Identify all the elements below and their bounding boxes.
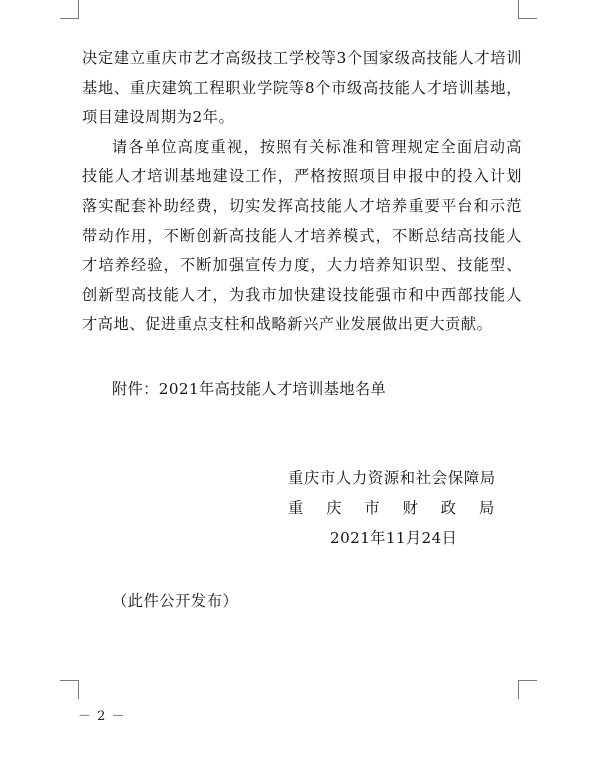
crop-mark-top-left [60,0,79,19]
crop-mark-bottom-left [60,680,79,699]
crop-mark-bottom-right [518,680,537,699]
attachment-line: 附件：2021年高技能人才培训基地名单 [112,380,387,398]
page-number: － 2 － [78,709,126,724]
release-note: （此件公开发布） [112,592,239,610]
paragraph-request: 请各单位高度重视，按照有关标准和管理规定全面启动高技能人才培训基地建设工作，严格按照项目申报中的投入计划落实配套补助经费，切实发挥高技能人才培养重要平台和示范带动作用，不断创新高技能人才培养模式，不断总结高技能人才培养经验，不断加强宣传力度，大力培养知识型、技能型、创新型高技能人才，为我市加快建设技能强市和中西部技能人才高地、促进重点支柱和战略新兴产业发展做出更大贡献。 [82,137,522,334]
paragraph-continuation: 决定建立重庆市艺才高级技工学校等3个国家级高技能人才培训基地、重庆建筑工程职业学院等8个市级高技能人才培训基地，项目建设周期为2年。 [82,49,522,127]
signature-org-finance: 重庆市财政局 [288,499,518,517]
crop-mark-top-right [518,0,537,19]
body-text [82,44,522,340]
signature-date: 2021年11月24日 [330,529,458,547]
signature-org-hrss: 重庆市人力资源和社会保障局 [288,469,496,487]
